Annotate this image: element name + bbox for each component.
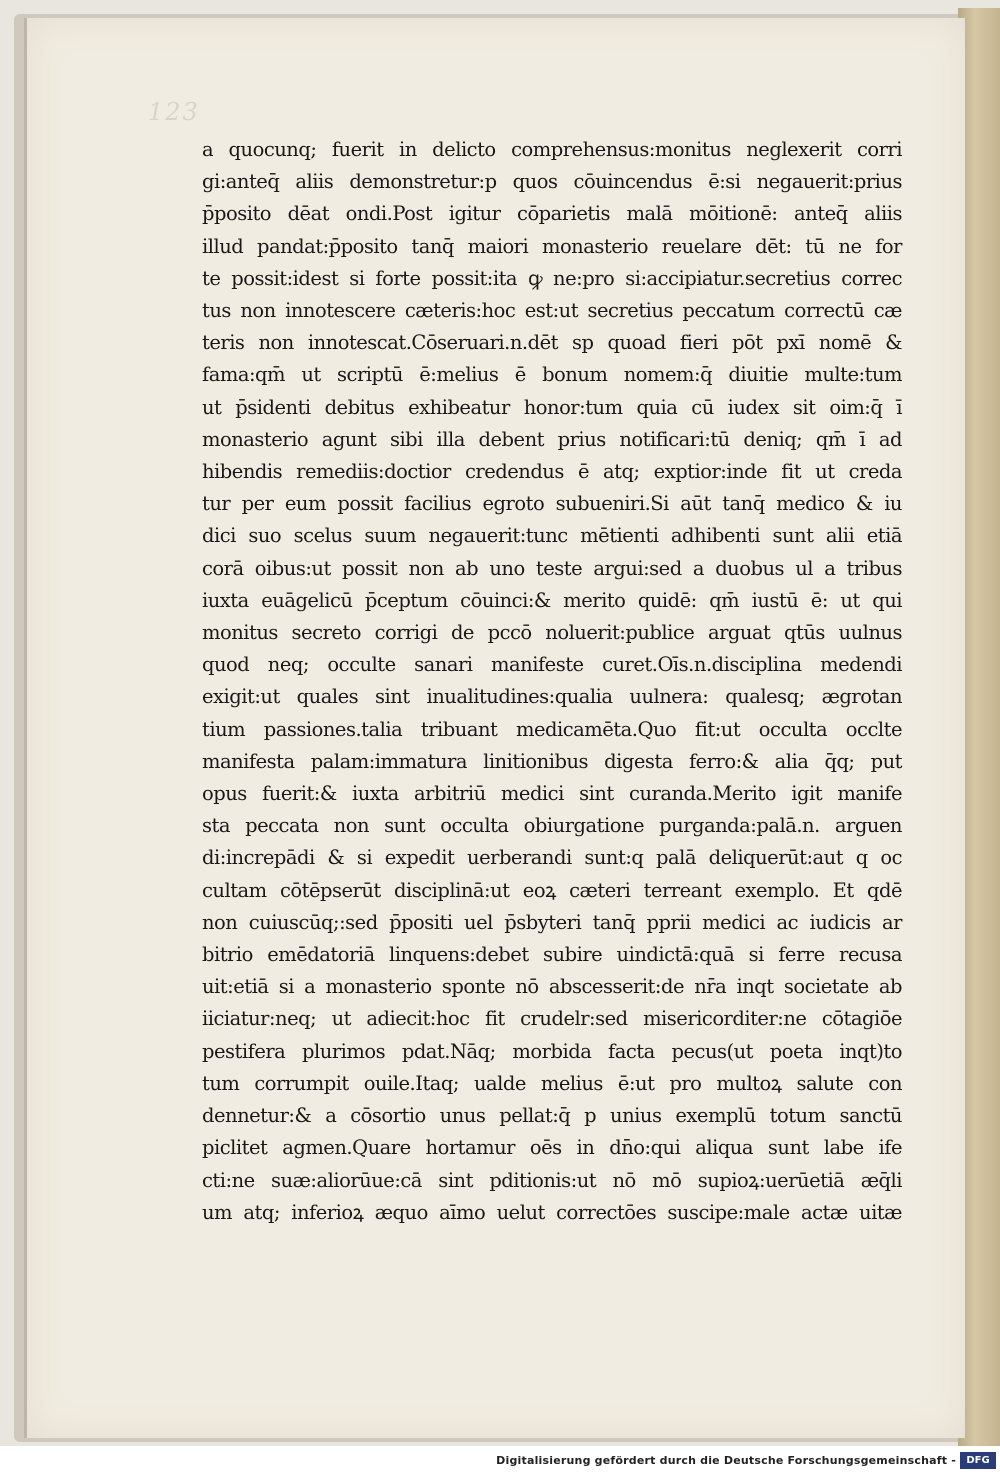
text-line: teris non innotescat.Cōseruari.n.dēt sp quoad fieri pōt pxī nomē & — [202, 331, 902, 355]
page-number: 123 — [148, 98, 200, 126]
text-line: a quocunq; fuerit in delicto comprehensus:monitus neglexerit corri — [202, 138, 902, 161]
dfg-logo: DFG — [960, 1452, 996, 1469]
text-line: illud pandat:p̄posito tanq̄ maiori monasterio reuelare dēt: tū ne for — [202, 234, 902, 258]
text-line: gi:anteq̄ aliis demonstretur:p quos cōuincendus ē:si negauerit:prius — [202, 170, 902, 194]
text-line: monitus secreto corrigi de pccō noluerit:publice arguat qtūs uulnus — [202, 621, 902, 645]
text-line: dennetur:& a cōsortio unus pellat:q̄ p unius exemplū totum sanctū — [202, 1104, 902, 1128]
text-line: quod neq; occulte sanari manifeste curet.Oīs.n.disciplina medendi — [202, 653, 902, 677]
text-line: bitrio emēdatoriā linquens:debet subire uindictā:quā si ferre recusa — [202, 943, 902, 967]
text-line: exigit:ut quales sint inualitudines:qualia uulnera: qualesq; ægrotan — [202, 685, 902, 709]
text-line: cti:ne suæ:aliorūue:cā sint pditionis:ut nō mō supioꝝ:uerūetiā æq̄li — [202, 1168, 902, 1192]
text-line: tur per eum possit facilius egroto subueniri.Si aūt tanq̄ medico & iu — [202, 492, 902, 516]
text-line: p̄posito dēat ondi.Post igitur cōparietis malā mōitionē: anteq̄ aliis — [202, 202, 902, 226]
text-line: pestifera plurimos pdat.Nāq; morbida facta pecus(ut poeta inqt)to — [202, 1039, 902, 1063]
text-line: opus fuerit:& iuxta arbitriū medici sint curanda.Merito igit manife — [202, 782, 902, 806]
text-line: hibendis remediis:doctior credendus ē atq; exptior:inde fit ut creda — [202, 460, 902, 484]
text-line: uit:etiā si a monasterio sponte nō abscesserit:de nr̄a inqt societate ab — [202, 975, 902, 999]
text-line: dici suo scelus suum negauerit:tunc mētienti adhibenti sunt alii etiā — [202, 524, 902, 548]
text-line: ut p̄sidenti debitus exhibeatur honor:tum quia cū iudex sit oim:q̄ ī — [202, 395, 902, 419]
text-line: tus non innotescere cæteris:hoc est:ut secretius peccatum correctū cæ — [202, 299, 902, 323]
text-line: non cuiuscūq;:sed p̄positi uel p̄sbyteri tanq̄ pprii medici ac iudicis ar — [202, 910, 902, 934]
text-line: manifesta palam:immatura linitionibus digesta ferro:& alia q̄q; put — [202, 749, 902, 773]
text-line: cultam cōtēpserūt disciplinā:ut eoꝝ cæteri terreant exemplo. Et qdē — [202, 878, 902, 902]
footer-bar — [0, 1446, 1000, 1476]
text-line: piclitet agmen.Quare hortamur oēs in dn̄o:qui aliqua sunt labe ife — [202, 1136, 902, 1160]
footer-credit: Digitalisierung gefördert durch die Deutsche Forschungsgemeinschaft - — [496, 1454, 956, 1467]
text-line: um atq; inferioꝝ æquo aīmo uelut correctōes suscipe:male actæ uitæ — [202, 1200, 902, 1224]
text-block — [202, 134, 902, 1229]
text-line: tium passiones.talia tribuant medicamēta.Quo fit:ut occulta occlte — [202, 717, 902, 741]
text-line: fama:qm̄ ut scriptū ē:melius ē bonum nomem:q̄ diuitie multe:tum — [202, 363, 902, 387]
text-line: tum corrumpit ouile.Itaq; ualde melius ē:ut pro multoꝝ salute con — [202, 1071, 902, 1095]
text-line: corā oibus:ut possit non ab uno teste argui:sed a duobus ul a tribus — [202, 556, 902, 580]
text-line: iiciatur:neq; ut adiecit:hoc fit crudelr:sed misericorditer:ne cōtagiōe — [202, 1007, 902, 1031]
text-line: sta peccata non sunt occulta obiurgatione purganda:palā.n. arguen — [202, 814, 902, 838]
text-line: monasterio agunt sibi illa debent prius notificari:tū deniq; qm̄ ī ad — [202, 427, 902, 451]
text-line: te possit:idest si forte possit:ita ꝙ ne:pro si:accipiatur.secretius correc — [202, 266, 902, 290]
text-line: di:increpādi & si expedit uerberandi sunt:q palā deliquerūt:aut q oc — [202, 846, 902, 870]
text-line: iuxta euāgelicū p̄ceptum cōuinci:& merito quidē: qm̄ iustū ē: ut qui — [202, 588, 902, 612]
